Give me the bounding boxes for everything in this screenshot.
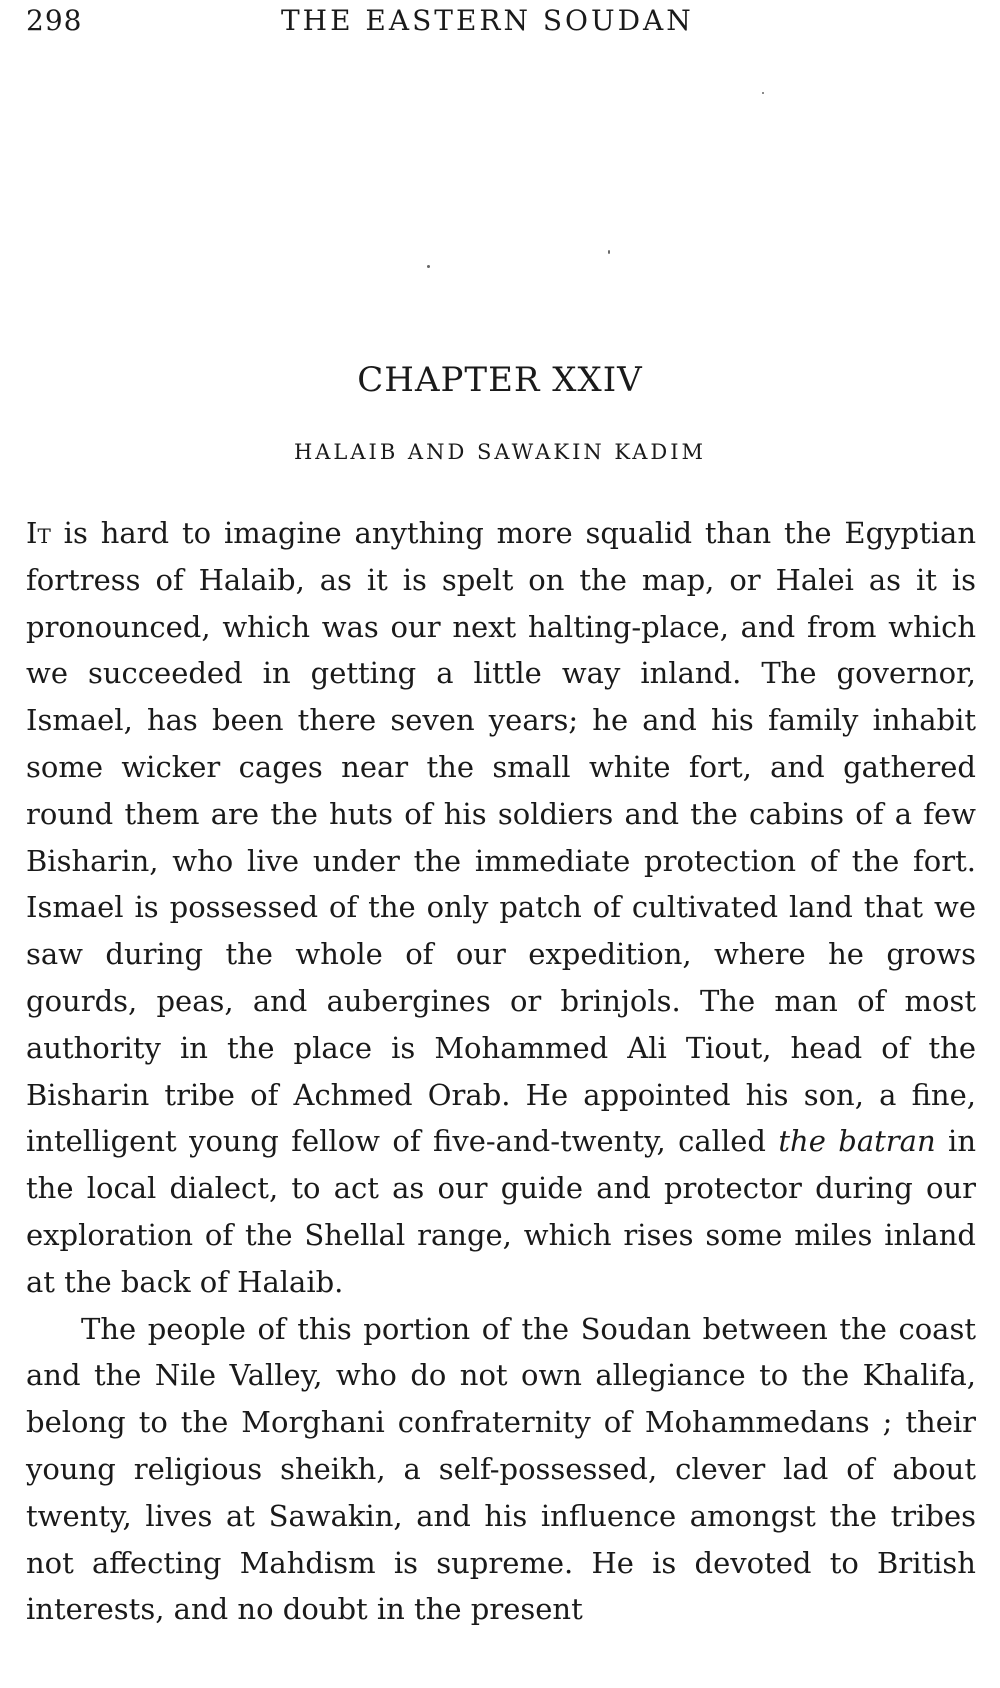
- paragraph: [26, 510, 976, 1306]
- page-number: 298: [26, 4, 83, 37]
- print-speck: [762, 92, 764, 94]
- paragraph: The people of this portion of the Soudan between the coast and the Nile Valley, who do not own allegiance to the Khalifa, belong to the Morghani confraternity of Mohammedans ; their young religious sheikh, a self-possessed, clever lad of about twenty, lives at Sawakin, and his influence amongst the tribes not affecting Mahdism is supreme. He is devoted to British interests, and no doubt in the present: [26, 1311, 976, 1627]
- italic-term: the batran: [778, 1124, 936, 1159]
- print-speck: [427, 265, 430, 268]
- running-title: THE EASTERN SOUDAN: [281, 4, 694, 37]
- paragraph-text: is hard to imagine anything more squalid than the Egyptian fortress of Halaib, as it is spelt on the map, or Halei as it is pronounced, which was our next halting-place, and from which we succeeded in getting a little way inland. The governor, Ismael, has been there seven years; he and his family inhabit some wicker cages near the small white fort, and gathered round them are the huts of his soldiers and the cabins of a few Bisharin, who live under the immediate protection of the fort. Ismael is possessed of the only patch of cultivated land that we saw during the whole of our expedition, where he grows gourds, peas, and aubergines or brinjols. The man of most authority in the place is Mohammed Ali Tiout, head of the Bisharin tribe of Achmed Orab. He appointed his son, a fine, intelligent young fellow of five-and-twenty, called: [26, 516, 976, 1159]
- running-head: [26, 4, 976, 44]
- opening-word: It: [26, 516, 51, 550]
- print-speck: [608, 250, 610, 254]
- chapter-heading: CHAPTER XXIV: [357, 360, 643, 400]
- chapter-subtitle: HALAIB AND SAWAKIN KADIM: [293, 440, 707, 464]
- body-text: [26, 510, 976, 1633]
- paragraph-text: in the local dialect, to act as our guide and protector during our exploration of the Shellal range, which rises some miles inland at the back of Halaib.: [26, 1124, 976, 1299]
